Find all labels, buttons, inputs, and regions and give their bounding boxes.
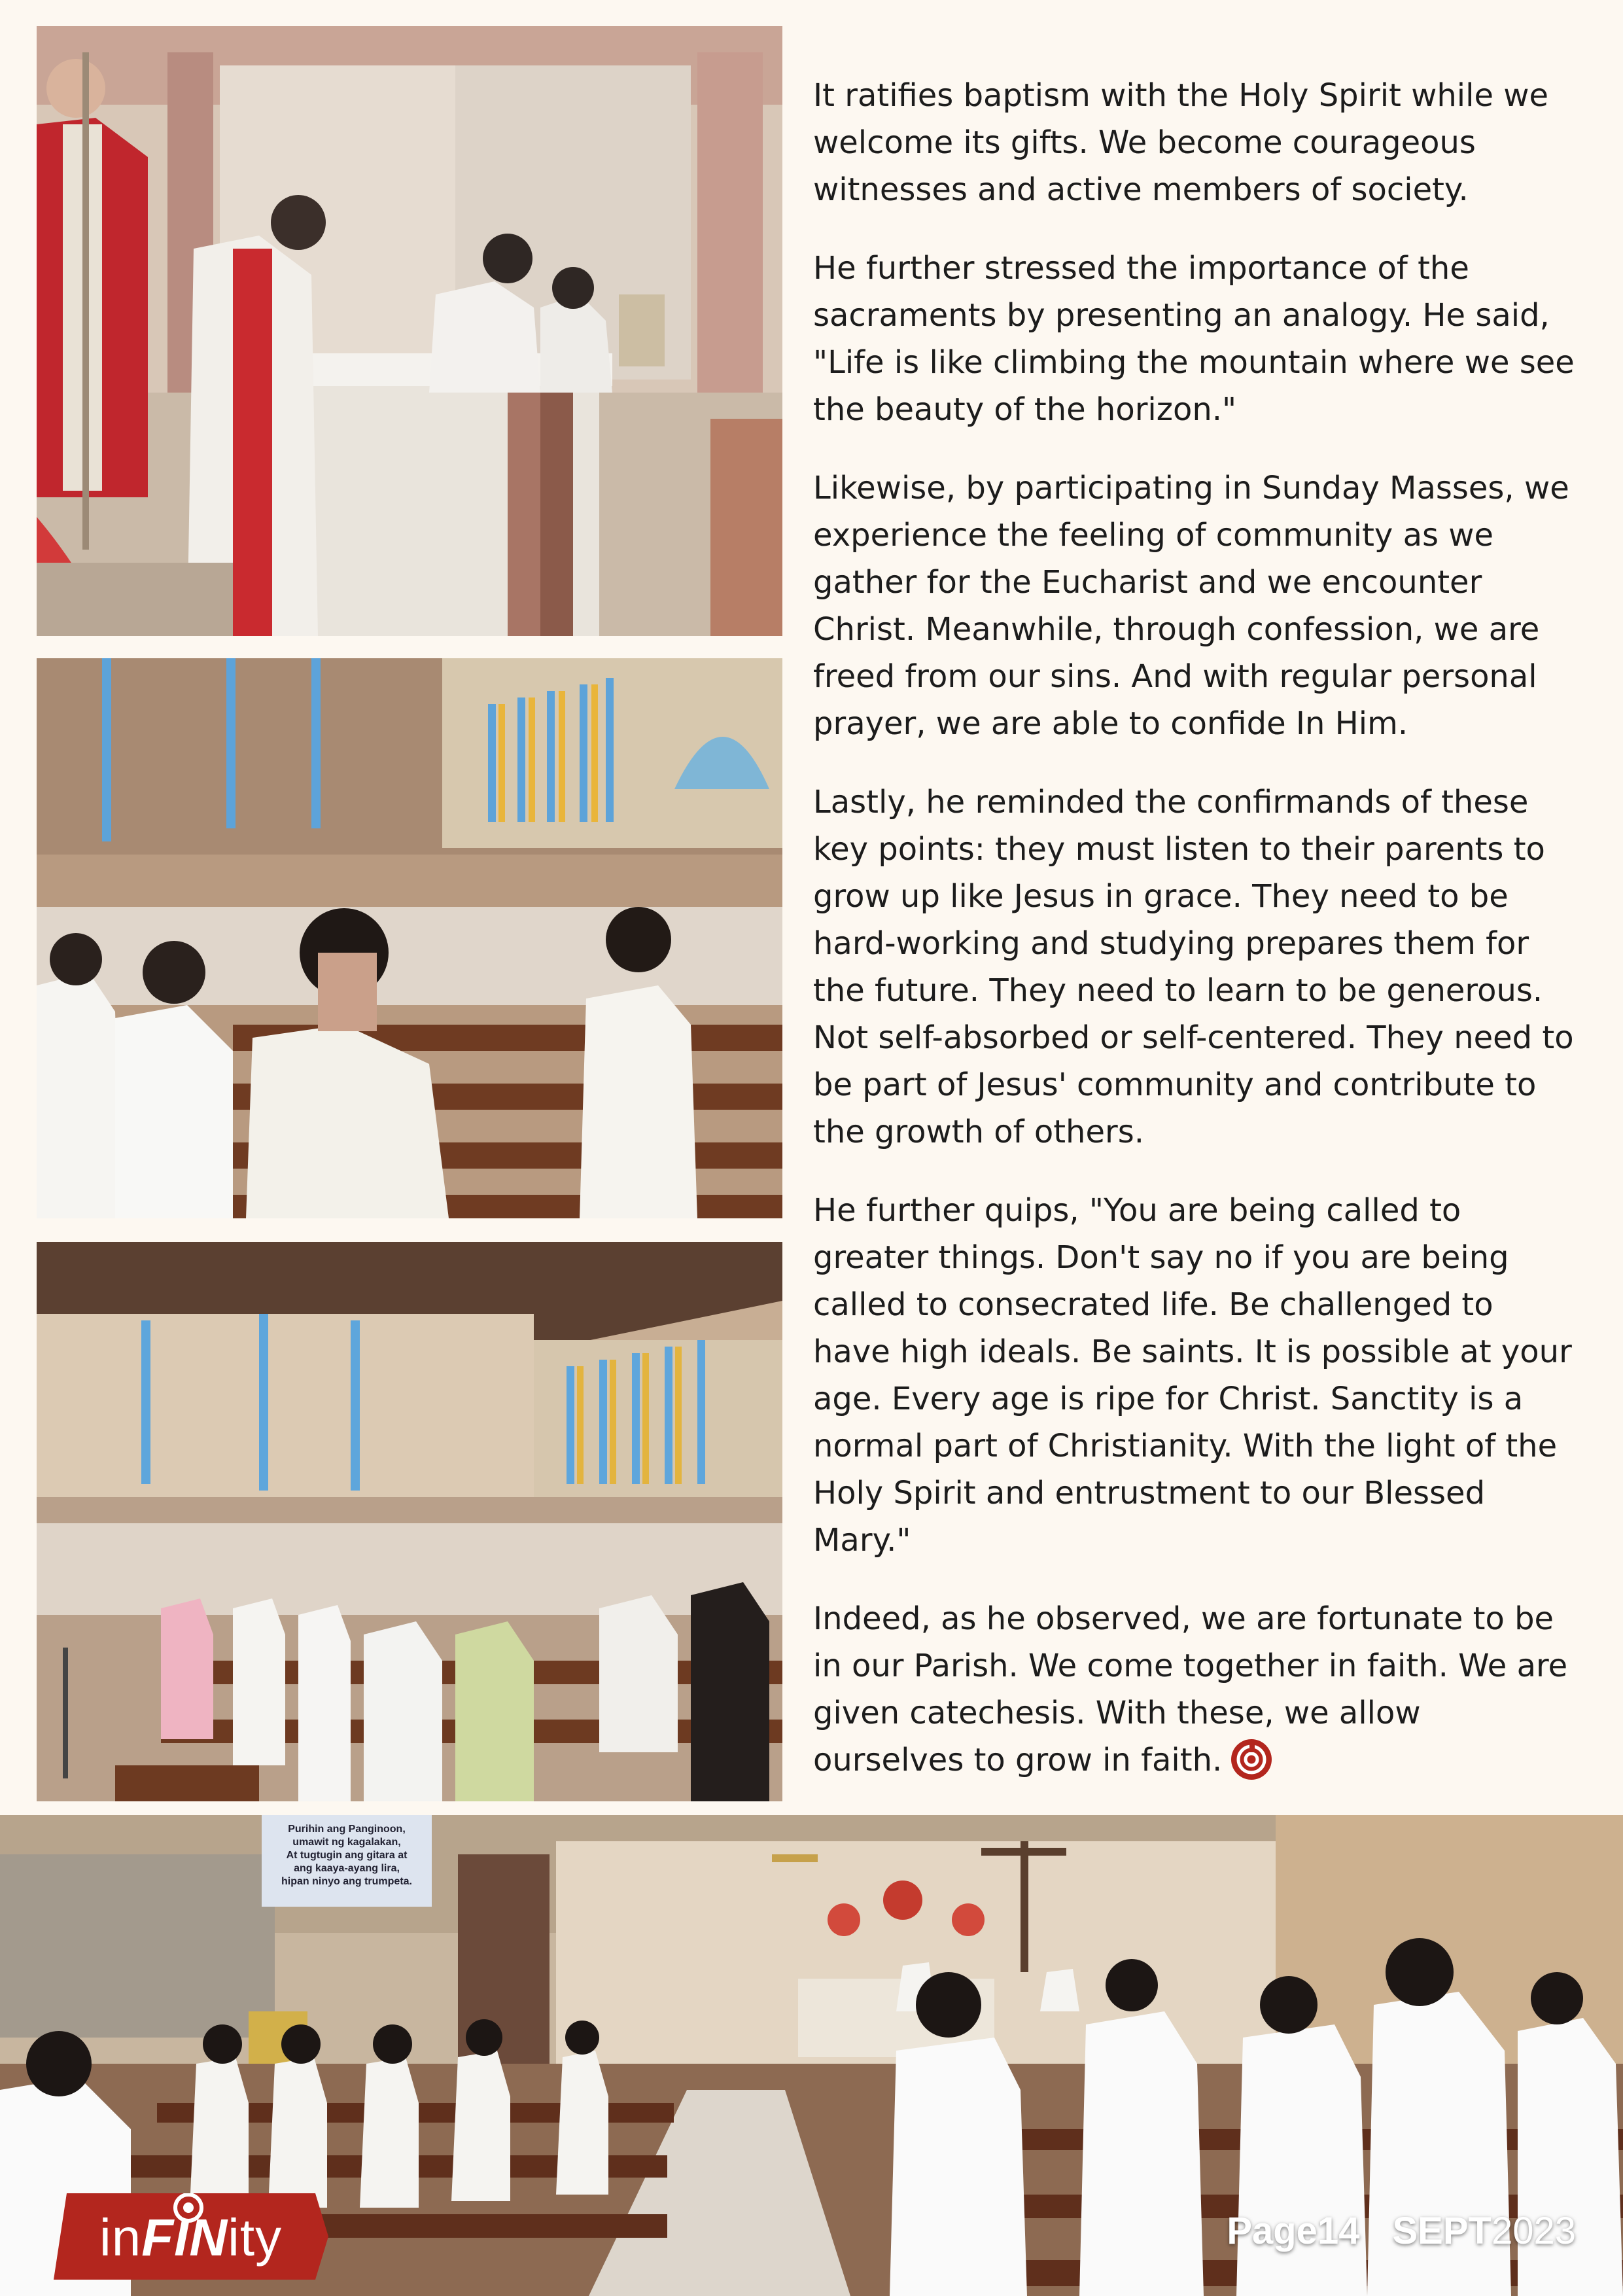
spiral-end-mark-icon [1230,1738,1273,1781]
article-paragraph-6-text: Indeed, as he observed, we are fortunate to be in our Parish. We come together in faith. We are given catechesis. With these, we allow ourselves to grow in faith. [813,1600,1568,1778]
confirmands-praying-photo [37,658,782,1218]
issue-month: SEPT [1392,2210,1492,2252]
article-paragraph-4: Lastly, he reminded the confirmands of these key points: they must listen to their parents to grow up like Jesus in grace. They need to be hard-working and studying prepares them for the future. They need to learn to be generous. Not self-absorbed or self-centered. They need to be part of Jesus' community and contribute to the growth of others. [813,784,1574,1150]
article-paragraph-3: Likewise, by participating in Sunday Masses, we experience the feeling of community as we gather for the Eucharist and we encounter Christ. Meanwhile, through confession, we are freed from our sins. And with regular personal prayer, we are able to confide In Him. [813,470,1569,742]
lyrics-line-3: At tugtugin ang gitara at [286,1850,408,1861]
page-folio [1227,2209,1576,2253]
article-paragraph-1: It ratifies baptism with the Holy Spirit while we welcome its gifts. We become courageous witnesses and active members of society. [813,77,1549,208]
issue-year: 2023 [1491,2210,1576,2252]
article-body [813,72,1579,1815]
lyrics-line-2: umawit ng kagalakan, [292,1837,401,1848]
congregation-sponsors-photo [37,1242,782,1801]
infinity-logo [54,2193,328,2280]
article-paragraph-2: He further stressed the importance of the sacraments by presenting an analogy. He said, "Life is like climbing the mountain where we see the beauty of the horizon." [813,250,1575,428]
article-paragraph-6 [813,1595,1579,1784]
lyrics-line-4: ang kaaya-ayang lira, [294,1863,400,1874]
lyrics-line-5: hipan ninyo ang trumpeta. [281,1876,412,1887]
logo-part-3: ity [228,2208,283,2267]
logo-part-2: FIN [141,2208,228,2267]
article-paragraph-5: He further quips, "You are being called to greater things. Don't say no if you are being called to consecrated life. Be challenged to have high ideals. Be saints. It is possible at your age. Every age is ripe for Christ. Sanctity is a normal part of Christianity. With the light of the Holy Spirit and entrustment to our Blessed Mary." [813,1192,1572,1559]
projected-lyrics-screen [262,1815,432,1907]
lyrics-line-1: Purihin ang Panginoon, [288,1824,406,1835]
logo-part-1: in [99,2208,142,2267]
altar-photo [37,26,782,636]
page-number: Page14 [1227,2210,1360,2252]
logo-wordmark [99,2208,282,2268]
